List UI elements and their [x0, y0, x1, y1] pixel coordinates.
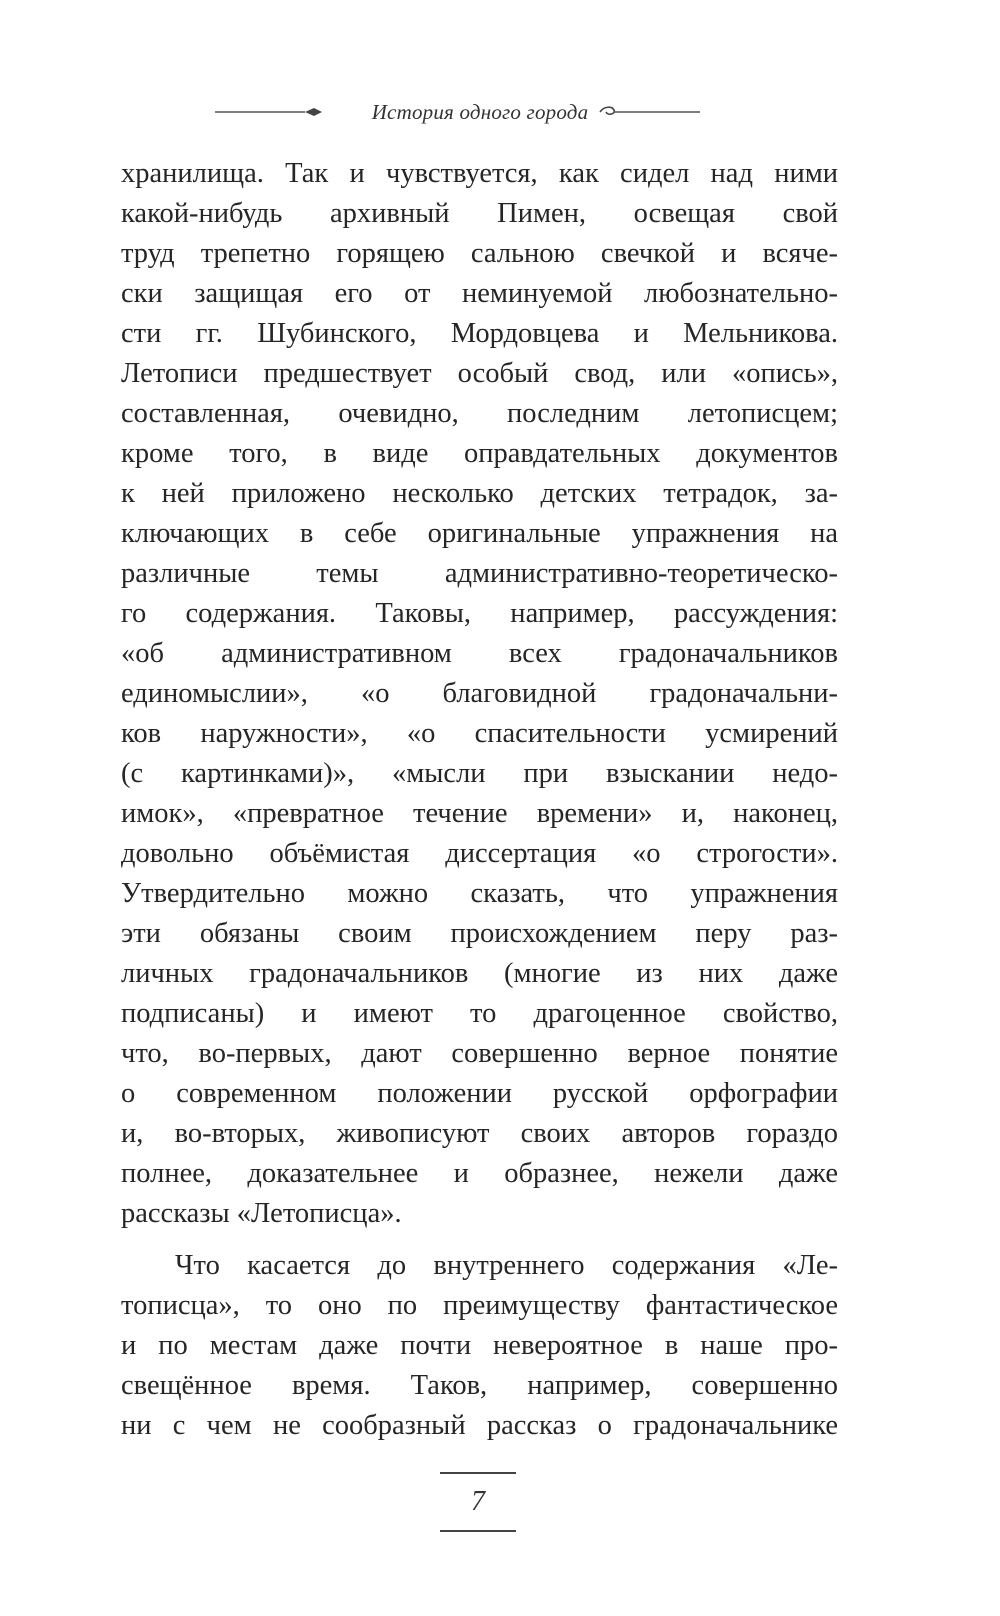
paragraph-2 [121, 1246, 838, 1446]
text-line: ключающих в себе оригинальные упражнения на [121, 518, 838, 549]
text-line: довольно объёмистая диссертация «о строгости». [121, 838, 838, 869]
text-line: «об административном всех градоначальников [121, 638, 838, 669]
text-line: и по местам даже почти невероятное в наше про- [121, 1330, 838, 1361]
text-line: какой-нибудь архивный Пимен, освещая свой [121, 198, 838, 229]
text-line: Летописи предшествует особый свод, или «опись», [121, 358, 838, 389]
text-line: ски защищая его от неминуемой любознательно- [121, 278, 838, 309]
text-line: единомыслии», «о благовидной градоначальни- [121, 678, 838, 709]
text-line: свещённое время. Таков, например, совершенно [121, 1370, 838, 1401]
running-head-title: История одного города [371, 100, 589, 124]
page-number: 7 [471, 1486, 485, 1517]
text-line: (с картинками)», «мысли при взыскании недо- [121, 758, 838, 789]
text-line: сти гг. Шубинского, Мордовцева и Мельникова. [121, 318, 838, 349]
text-line: полнее, доказательнее и образнее, нежели даже [121, 1158, 838, 1189]
text-line: Утвердительно можно сказать, что упражнения [121, 878, 838, 909]
paragraph-1 [121, 154, 838, 1234]
text-line: к ней приложено несколько детских тетрадок, за- [121, 478, 838, 509]
text-line: кроме того, в виде оправдательных документов [121, 438, 838, 469]
text-line: ков наружности», «о спасительности усмирений [121, 718, 838, 749]
folio-rule-bottom [440, 1530, 516, 1532]
paragraph-gap [121, 1234, 838, 1246]
text-line: хранилища. Так и чувствуется, как сидел над ними [121, 158, 838, 189]
text-line: личных градоначальников (многие из них даже [121, 958, 838, 989]
text-line: труд трепетно горящею сальною свечкой и всяче- [121, 238, 838, 269]
body-text [121, 154, 838, 1446]
folio-rule-top [440, 1472, 516, 1474]
text-line: имок», «превратное течение времени» и, наконец, [121, 798, 838, 829]
text-line: что, во-первых, дают совершенно верное понятие [121, 1038, 838, 1069]
text-line: и, во-вторых, живописуют своих авторов гораздо [121, 1118, 838, 1149]
text-line: составленная, очевидно, последним летописцем; [121, 398, 838, 429]
text-line: ни с чем не сообразный рассказ о градоначальнике [121, 1410, 838, 1441]
text-line: го содержания. Таковы, например, рассуждения: [121, 598, 838, 629]
text-line: тописца», то оно по преимуществу фантастическое [121, 1290, 838, 1321]
text-line: эти обязаны своим происхождением перу раз- [121, 918, 838, 949]
text-line: Что касается до внутреннего содержания «Ле- [175, 1250, 838, 1281]
text-line: рассказы «Летописца». [121, 1198, 402, 1229]
text-line: различные темы административно-теоретическо- [121, 558, 838, 589]
text-line: подписаны) и имеют то драгоценное свойство, [121, 998, 838, 1029]
running-head [0, 92, 1000, 132]
text-line: о современном положении русской орфографии [121, 1078, 838, 1109]
